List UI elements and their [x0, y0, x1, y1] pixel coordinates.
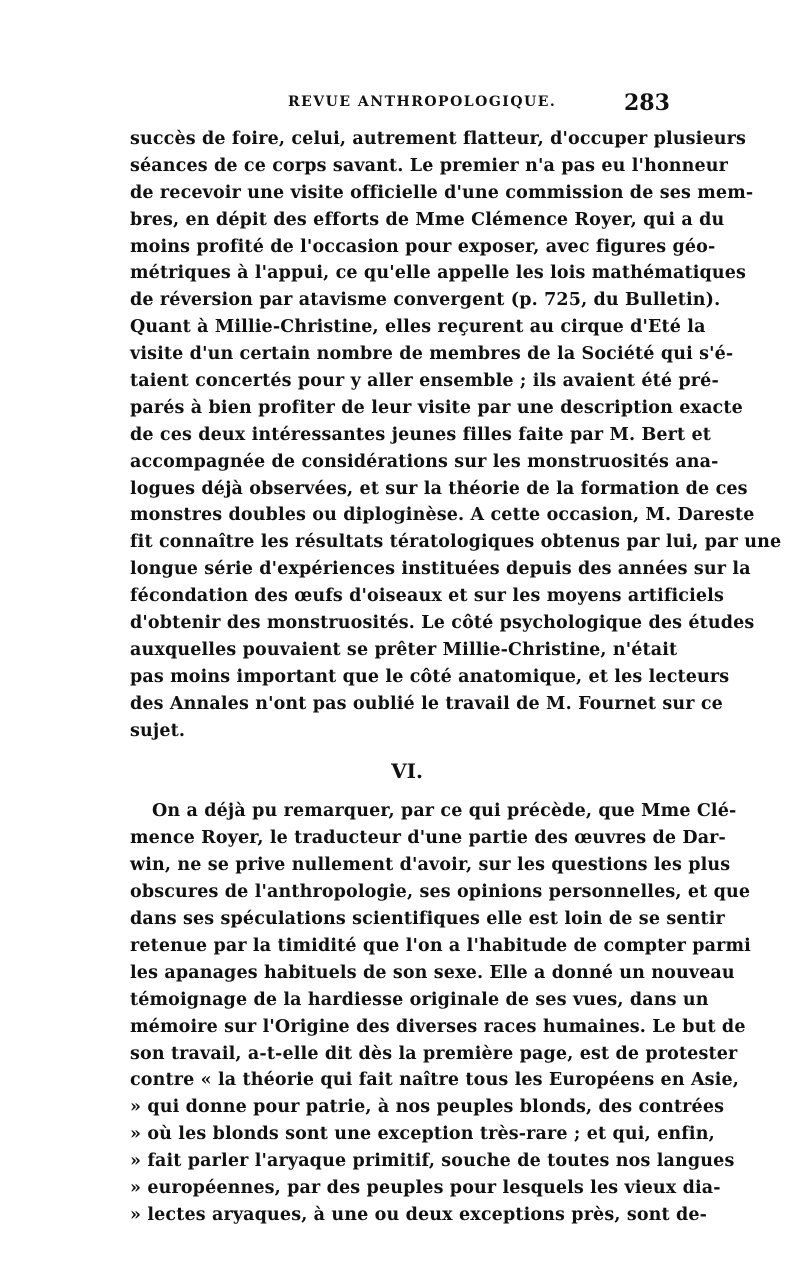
text-line: dans ses spéculations scientifiques elle est loin de se sentir	[130, 909, 725, 930]
text-line: » où les blonds sont une exception très-rare ; et qui, enfin,	[130, 1124, 715, 1145]
running-header	[0, 92, 800, 118]
body-text	[130, 126, 782, 1229]
text-line: séances de ce corps savant. Le premier n'a pas eu l'honneur	[130, 155, 729, 176]
text-line: pas moins important que le côté anatomique, et les lecteurs	[130, 666, 730, 687]
text-line: contre « la théorie qui fait naître tous les Européens en Asie,	[130, 1070, 740, 1091]
text-line: » qui donne pour patrie, à nos peuples blonds, des contrées	[130, 1097, 725, 1118]
text-line: win, ne se prive nullement d'avoir, sur les questions les plus	[130, 855, 731, 876]
text-line: » fait parler l'aryaque primitif, souche de toutes nos langues	[130, 1151, 735, 1172]
text-line: fit connaître les résultats tératologiques obtenus par lui, par une	[130, 532, 782, 553]
text-line: accompagnée de considérations sur les monstruosités ana-	[130, 451, 719, 472]
text-line: fécondation des œufs d'oiseaux et sur les moyens artificiels	[130, 586, 724, 607]
paragraph-section-vi	[130, 798, 751, 1228]
text-line: On a déjà pu remarquer, par ce qui précède, que Mme Clé-	[152, 801, 737, 822]
text-line: de ces deux intéressantes jeunes filles faite par M. Bert et	[130, 424, 712, 445]
text-line: témoignage de la hardiesse originale de ses vues, dans un	[130, 989, 709, 1010]
text-line: » lectes aryaques, à une ou deux exceptions près, sont de-	[130, 1204, 708, 1225]
text-line: Quant à Millie-Christine, elles reçurent au cirque d'Eté la	[130, 317, 706, 338]
text-line: de réversion par atavisme convergent (p. 725, du Bulletin).	[130, 290, 721, 311]
text-line: d'obtenir des monstruosités. Le côté psychologique des études	[130, 613, 755, 634]
page-number: 283	[624, 90, 670, 116]
section-heading: VI.	[391, 759, 423, 784]
text-line: moins profité de l'occasion pour exposer, avec figures géo-	[130, 236, 716, 257]
text-line: auxquelles pouvaient se prêter Millie-Christine, n'était	[130, 639, 678, 660]
text-line: les apanages habituels de son sexe. Elle a donné un nouveau	[130, 962, 735, 983]
text-line: des Annales n'ont pas oublié le travail de M. Fournet sur ce	[130, 693, 723, 714]
text-line: sujet.	[130, 720, 186, 741]
text-line: métriques à l'appui, ce qu'elle appelle les lois mathématiques	[130, 263, 747, 284]
text-line: de recevoir une visite officielle d'une commission de ses mem-	[130, 182, 754, 203]
text-line: logues déjà observées, et sur la théorie de la formation de ces	[130, 478, 748, 499]
text-line: bres, en dépit des efforts de Mme Clémence Royer, qui a du	[130, 209, 725, 230]
text-line: obscures de l'anthropologie, ses opinions personnelles, et que	[130, 882, 751, 903]
text-line: mémoire sur l'Origine des diverses races humaines. Le but de	[130, 1016, 746, 1037]
text-line: » européennes, par des peuples pour lesquels les vieux dia-	[130, 1177, 721, 1198]
running-title: REVUE ANTHROPOLOGIQUE.	[288, 94, 557, 110]
text-line: taient concertés pour y aller ensemble ; ils avaient été pré-	[130, 371, 719, 392]
text-line: retenue par la timidité que l'on a l'habitude de compter parmi	[130, 935, 751, 956]
text-line: parés à bien profiter de leur visite par une description exacte	[130, 397, 743, 418]
text-line: monstres doubles ou diploginèse. A cette occasion, M. Dareste	[130, 505, 755, 526]
text-line: mence Royer, le traducteur d'une partie des œuvres de Dar-	[130, 828, 726, 849]
text-line: succès de foire, celui, autrement flatteur, d'occuper plusieurs	[130, 129, 747, 149]
paragraph-section-continuation	[130, 126, 782, 744]
text-line: visite d'un certain nombre de membres de la Société qui s'é-	[130, 344, 734, 365]
text-line: son travail, a-t-elle dit dès la première page, est de protester	[130, 1043, 738, 1064]
text-line: longue série d'expériences instituées depuis des années sur la	[130, 559, 751, 580]
